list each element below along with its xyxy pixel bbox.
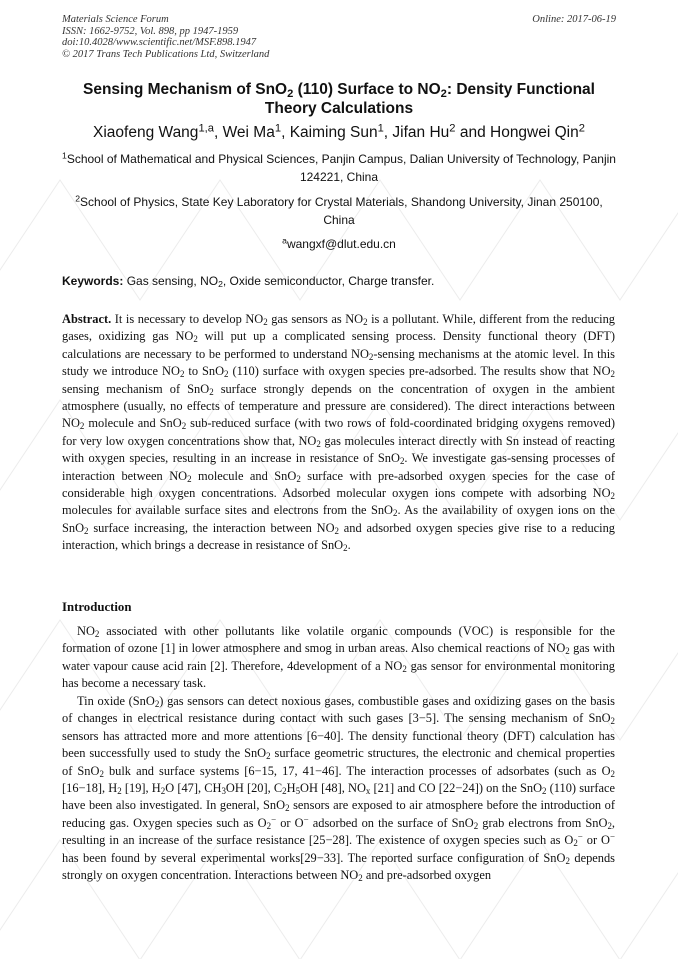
text-run: gas with water vapour cause acid rain [2]. Therefore, 4development of a NO — [62, 641, 615, 673]
text-run: 2 — [343, 543, 348, 554]
text-run: O [47], CH — [165, 781, 222, 796]
author-name: Jifan Hu — [392, 124, 450, 141]
text-run: 2 — [573, 838, 578, 849]
author-name: Kaiming Sun — [289, 124, 378, 141]
text-run: surface strongly depends on the concentration of oxygen in the ambient atmosphere (usually, no effects of temperature and pressure are considered). The direct interactions between NO — [62, 381, 615, 431]
copyright-line: © 2017 Trans Tech Publications Ltd, Switzerland — [62, 48, 270, 60]
text-run: to SnO — [184, 364, 225, 379]
author-name: Wei Ma — [222, 124, 275, 141]
text-run: molecule and SnO — [84, 416, 182, 431]
text-run: or O — [582, 833, 610, 848]
intro-paragraph-2 — [62, 693, 615, 884]
author-list: Xiaofeng Wang$^{1,a}$, Wei Ma$^1$, Kaiming Sun$^1$, Jifan Hu$^2$ and Hongwei Qin$^2$ — [93, 122, 585, 141]
text-run: sensors has attracted more and more attentions [6−40]. The density functional theory (DFT) calculation has been successfully used to study the SnO — [62, 728, 615, 761]
text-run: 2 — [181, 421, 187, 432]
text-run: − — [609, 831, 616, 842]
corresponding-email[interactable]: $^a$wangxf@dlut.edu.cn — [282, 235, 396, 251]
text-run: or O — [276, 815, 304, 830]
text-run: 2 — [187, 473, 192, 484]
text-run: has been found by several experimental works[29−33]. The reported surface configuration of SnO — [62, 850, 566, 865]
text-run: grab electrons from SnO — [478, 815, 608, 830]
text-run: [16−18], H — [62, 781, 118, 796]
text-run: [19], H — [121, 781, 161, 796]
issn-line: ISSN: 1662-9752, Vol. 898, pp 1947-1959 — [62, 25, 239, 37]
text-run: OH [20], C — [225, 781, 283, 796]
text-run: bulk and surface systems [6−15, 17, 41−46]. The interaction processes of adsorbates (such as O — [103, 763, 611, 778]
text-run: 2 — [393, 508, 398, 519]
text-run: and adsorbed oxygen species give rise to a reducing interaction, which brings a decrease in resistance of SnO — [62, 520, 615, 553]
text-run: gas sensors as NO — [267, 312, 364, 326]
text-run: − — [577, 831, 583, 842]
text-run: [21] and CO [22−24]) on the SnO — [370, 781, 543, 796]
paper-title: Sensing Mechanism of SnO$_2$ (110) Surface to $NO_2$: Density Functional Theory Calculations — [83, 81, 595, 117]
text-run: adsorbed on the surface of SnO — [308, 815, 474, 830]
text-run: 2 — [160, 786, 166, 797]
text-run: 2 — [94, 629, 100, 640]
text-run: 2 — [607, 821, 612, 832]
text-run: molecules for available surface sites and electrons from the SnO — [62, 503, 393, 518]
text-run: gas sensor for environmental monitoring has become a necessary task. — [62, 658, 615, 691]
text-run: Tin oxide (SnO — [77, 694, 155, 708]
journal-name: Materials Science Forum — [62, 14, 169, 25]
text-run: surface with pre-adsorbed oxygen species for the case of considerable high oxygen concentrations. Adsorbed molecular oxygen ions compete with adsorbing NO — [62, 468, 615, 501]
text-run: 5 — [295, 786, 301, 797]
author-name: Xiaofeng Wang — [93, 124, 199, 141]
abstract-label: Abstract. — [62, 312, 112, 326]
text-run: 2 — [565, 855, 570, 866]
online-date: Online: 2017-06-19 — [532, 14, 616, 25]
text-run: is a pollutant. While, different from the reducing gases, oxidizing gas NO — [62, 312, 615, 344]
text-run: NO — [77, 624, 95, 638]
text-run: (110) surface with oxygen species pre-adsorbed. The results show that NO — [228, 364, 611, 379]
text-run: H — [286, 781, 296, 796]
section-heading-introduction: Introduction — [62, 600, 132, 614]
author-name: Hongwei Qin — [490, 124, 579, 141]
doi-line: doi:10.4028/www.scientific.net/MSF.898.1947 — [62, 37, 257, 48]
text-run: 2 — [209, 386, 214, 397]
text-run: 2 — [610, 716, 615, 727]
text-run: . We investigate gas-sensing processes of interaction between NO — [62, 451, 615, 483]
text-run: 2 — [117, 786, 122, 797]
text-run: x — [365, 786, 371, 797]
text-run: molecule and SnO — [191, 468, 297, 483]
text-run: . As the availability of oxygen ions on the SnO — [62, 503, 615, 535]
text-run: It is necessary to develop NO — [111, 312, 264, 326]
text-run: − — [303, 814, 309, 825]
text-run: gas molecules interact directly with Sn instead of reacting with oxygen species, resulting in an increase in resistance of SnO — [62, 433, 615, 466]
text-run: 2 — [193, 334, 198, 345]
keywords-label: Keywords: — [62, 274, 124, 288]
text-run: 2 — [610, 491, 615, 502]
text-run: 2 — [296, 473, 301, 484]
text-run: and pre-adsorbed oxygen — [362, 868, 492, 883]
text-run: OH [48], NO — [300, 781, 366, 796]
text-run: 2 — [316, 439, 321, 450]
text-run: associated with other pollutants like volatile organic compounds (VOC) is responsible for the formation of ozone [1] in lower atmosphere and smog in urban areas. Also chemical reactions of NO — [62, 624, 615, 656]
text-run: sensing mechanism of SnO — [62, 381, 210, 396]
text-run: sensors are exposed to air atmosphere before the introduction of reducing gas. Oxygen species such as O — [62, 798, 615, 830]
text-run: . — [347, 538, 351, 553]
text-run: 2 — [84, 526, 89, 537]
text-run: (110) surface have been also investigated. In general, SnO — [62, 781, 615, 813]
text-run: − — [271, 814, 277, 825]
text-run: surface geometric structures, the electronic and chemical properties of SnO — [62, 746, 615, 778]
text-run: 2 — [610, 369, 615, 380]
text-run: , resulting in an increase of the surface resistance [25−28]. The existence of oxygen species such as O — [62, 815, 616, 848]
intro-paragraph-1 — [62, 623, 615, 693]
keywords: Keywords: Gas sensing, $NO_2$, Oxide semiconductor, Charge transfer. — [62, 274, 435, 290]
affiliation-1: $^1$School of Mathematical and Physical Sciences, Panjin Campus, Dalian University of Technology, Panjin 124221, China — [62, 150, 616, 184]
text-run: 2 — [99, 768, 104, 779]
text-run: 2 — [358, 873, 363, 884]
text-run: 2 — [179, 369, 185, 380]
text-run: 2 — [610, 768, 615, 779]
text-run: sub-reduced surface (with two rows of fold-coordinated bridging oxygens removed) for very low oxygen concentrations show that, NO — [62, 416, 616, 448]
text-run: depends strongly on oxygen concentration. Interactions between NO — [62, 850, 615, 883]
text-run: 2 — [79, 421, 85, 432]
text-run: 2 — [263, 317, 268, 328]
text-run: 2 — [282, 786, 287, 797]
journal-header — [62, 14, 269, 60]
text-run: 2 — [154, 699, 160, 710]
abstract — [62, 311, 615, 555]
text-run: surface increasing, the interaction between NO — [88, 520, 335, 535]
text-run: 2 — [402, 664, 407, 675]
text-run: 2 — [565, 646, 570, 657]
text-run: -sensing mechanisms at the atomic level. In this study we introduce NO — [62, 346, 616, 379]
text-run: 2 — [285, 803, 290, 814]
affiliation-2: $^2$School of Physics, State Key Laboratory for Crystal Materials, Shandong University, Jinan 250100, China — [75, 193, 603, 227]
text-run: 2 — [266, 821, 272, 832]
text-run: 2 — [224, 369, 229, 380]
text-run: 2 — [368, 352, 374, 363]
abstract-body — [62, 312, 615, 552]
text-run: ) gas sensors can detect noxious gases, combustible gases and oxidizing gases on the basis of changes in electrical resistance during contact with such gases [3−5]. The sensing mechanism of SnO — [62, 694, 615, 726]
text-run: will put up a complicated sensing process. Density functional theory (DFT) calculations are necessary to be performed to understand NO — [62, 329, 615, 361]
text-run: 3 — [221, 786, 226, 797]
text-run: 2 — [399, 456, 405, 467]
text-run: 2 — [363, 317, 368, 328]
text-run: 2 — [542, 786, 547, 797]
text-run: 2 — [473, 821, 479, 832]
text-run: 2 — [334, 526, 339, 537]
text-run: 2 — [266, 751, 271, 762]
